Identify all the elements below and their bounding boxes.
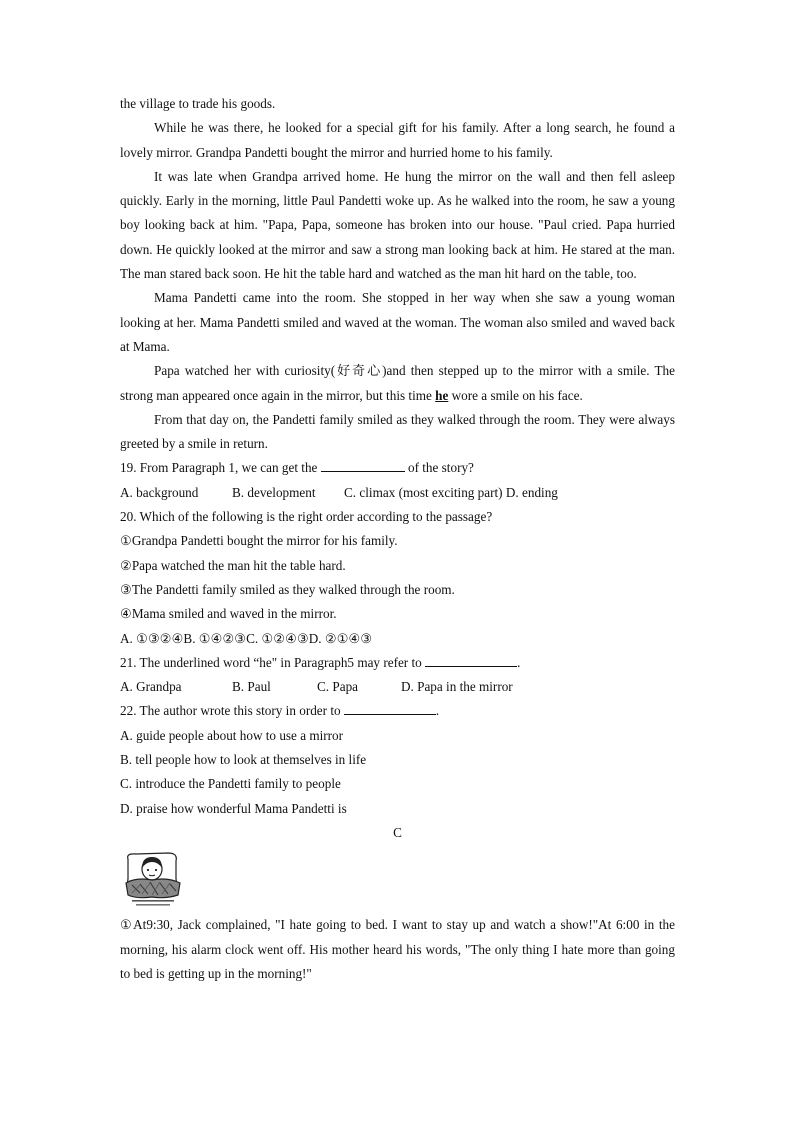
question-19-stem-b: of the story?	[407, 460, 474, 476]
question-22-option-c: C. introduce the Pandetti family to people	[120, 776, 341, 792]
question-22-option-d: D. praise how wonderful Mama Pandetti is	[120, 800, 347, 816]
question-19-stem	[120, 456, 675, 480]
answer-blank	[425, 652, 517, 667]
option-a: A. Grandpa	[120, 679, 182, 695]
underlined-word-he: he	[435, 387, 449, 403]
section-c-paragraph-1: ①At9:30, Jack complained, "I hate going to bed. I want to stay up and watch a show!"At 6:00 in the morning, his alarm clock went off. His mother heard his words, "The only thing I hate more than going to bed is getting up in the morning!"	[120, 917, 675, 981]
question-20-options: A. ①③②④B. ①④②③C. ①②④③D. ②①④③	[120, 630, 373, 646]
passage-paragraph-4	[120, 359, 675, 408]
question-21-options	[120, 675, 675, 699]
paragraph-4-text-b: wore a smile on his face.	[448, 387, 583, 403]
option-d: D. Papa in the mirror	[401, 679, 513, 695]
option-a: A. background	[120, 484, 199, 500]
passage-paragraph-3: Mama Pandetti came into the room. She stopped in her way when she saw a young woman looking at her. Mama Pandetti smiled and waved at the woman. The woman also smiled and waved back at Mama.	[120, 290, 675, 354]
question-22-option-a: A. guide people about how to use a mirror	[120, 727, 344, 743]
passage-paragraph-0: the village to trade his goods.	[120, 96, 276, 111]
question-22-stem	[120, 699, 675, 723]
option-c: C. Papa	[317, 679, 359, 695]
passage-paragraph-5: From that day on, the Pandetti family smiled as they walked through the room. They were always greeted by a smile in return.	[120, 411, 675, 452]
option-b: B. development	[232, 484, 316, 500]
question-21-stem-b: .	[517, 654, 521, 670]
section-heading-c: C	[393, 824, 402, 840]
question-21-stem	[120, 651, 675, 675]
boy-in-bed-illustration	[122, 849, 184, 909]
answer-blank	[321, 457, 405, 472]
question-20-item-2: ②Papa watched the man hit the table hard.	[120, 557, 346, 573]
answer-blank	[344, 700, 436, 715]
question-20-stem: 20. Which of the following is the right order according to the passage?	[120, 509, 493, 525]
paragraph-4-text-a: Papa watched her with curiosity(好奇心)and then stepped up to the mirror with a smile. The strong man appeared once again in the mirror, but this time	[120, 363, 675, 403]
passage-paragraph-2: It was late when Grandpa arrived home. He hung the mirror on the wall and then fell asleep quickly. Early in the morning, little Paul Pandetti woke up. As he walked into the room, he saw a young boy looking back at him. "Papa, Papa, someone has broken into our house. "Paul cried. Papa hurried down. He quickly looked at the mirror and saw a strong man looking back at him. He stared at the man. The man stared back soon. He hit the table hard and watched as the man hit hard on the table, too.	[120, 168, 675, 282]
question-22-stem-a: 22. The author wrote this story in order to	[120, 703, 341, 719]
document-page	[120, 92, 675, 986]
question-22-option-b: B. tell people how to look at themselves in life	[120, 752, 367, 768]
question-20-item-1: ①Grandpa Pandetti bought the mirror for his family.	[120, 533, 398, 549]
option-b: B. Paul	[232, 679, 271, 695]
question-19-options	[120, 481, 675, 505]
question-20-item-4: ④Mama smiled and waved in the mirror.	[120, 606, 337, 622]
question-19-stem-a: 19. From Paragraph 1, we can get the	[120, 460, 318, 476]
passage-paragraph-1: While he was there, he looked for a special gift for his family. After a long search, he found a lovely mirror. Grandpa Pandetti bought the mirror and hurried home to his family.	[120, 120, 675, 160]
option-c-d: C. climax (most exciting part) D. ending	[344, 484, 558, 500]
question-21-stem-a: 21. The underlined word “he" in Paragraph5 may refer to	[120, 654, 422, 670]
question-20-item-3: ③The Pandetti family smiled as they walked through the room.	[120, 581, 455, 597]
question-22-stem-b: .	[435, 703, 440, 719]
